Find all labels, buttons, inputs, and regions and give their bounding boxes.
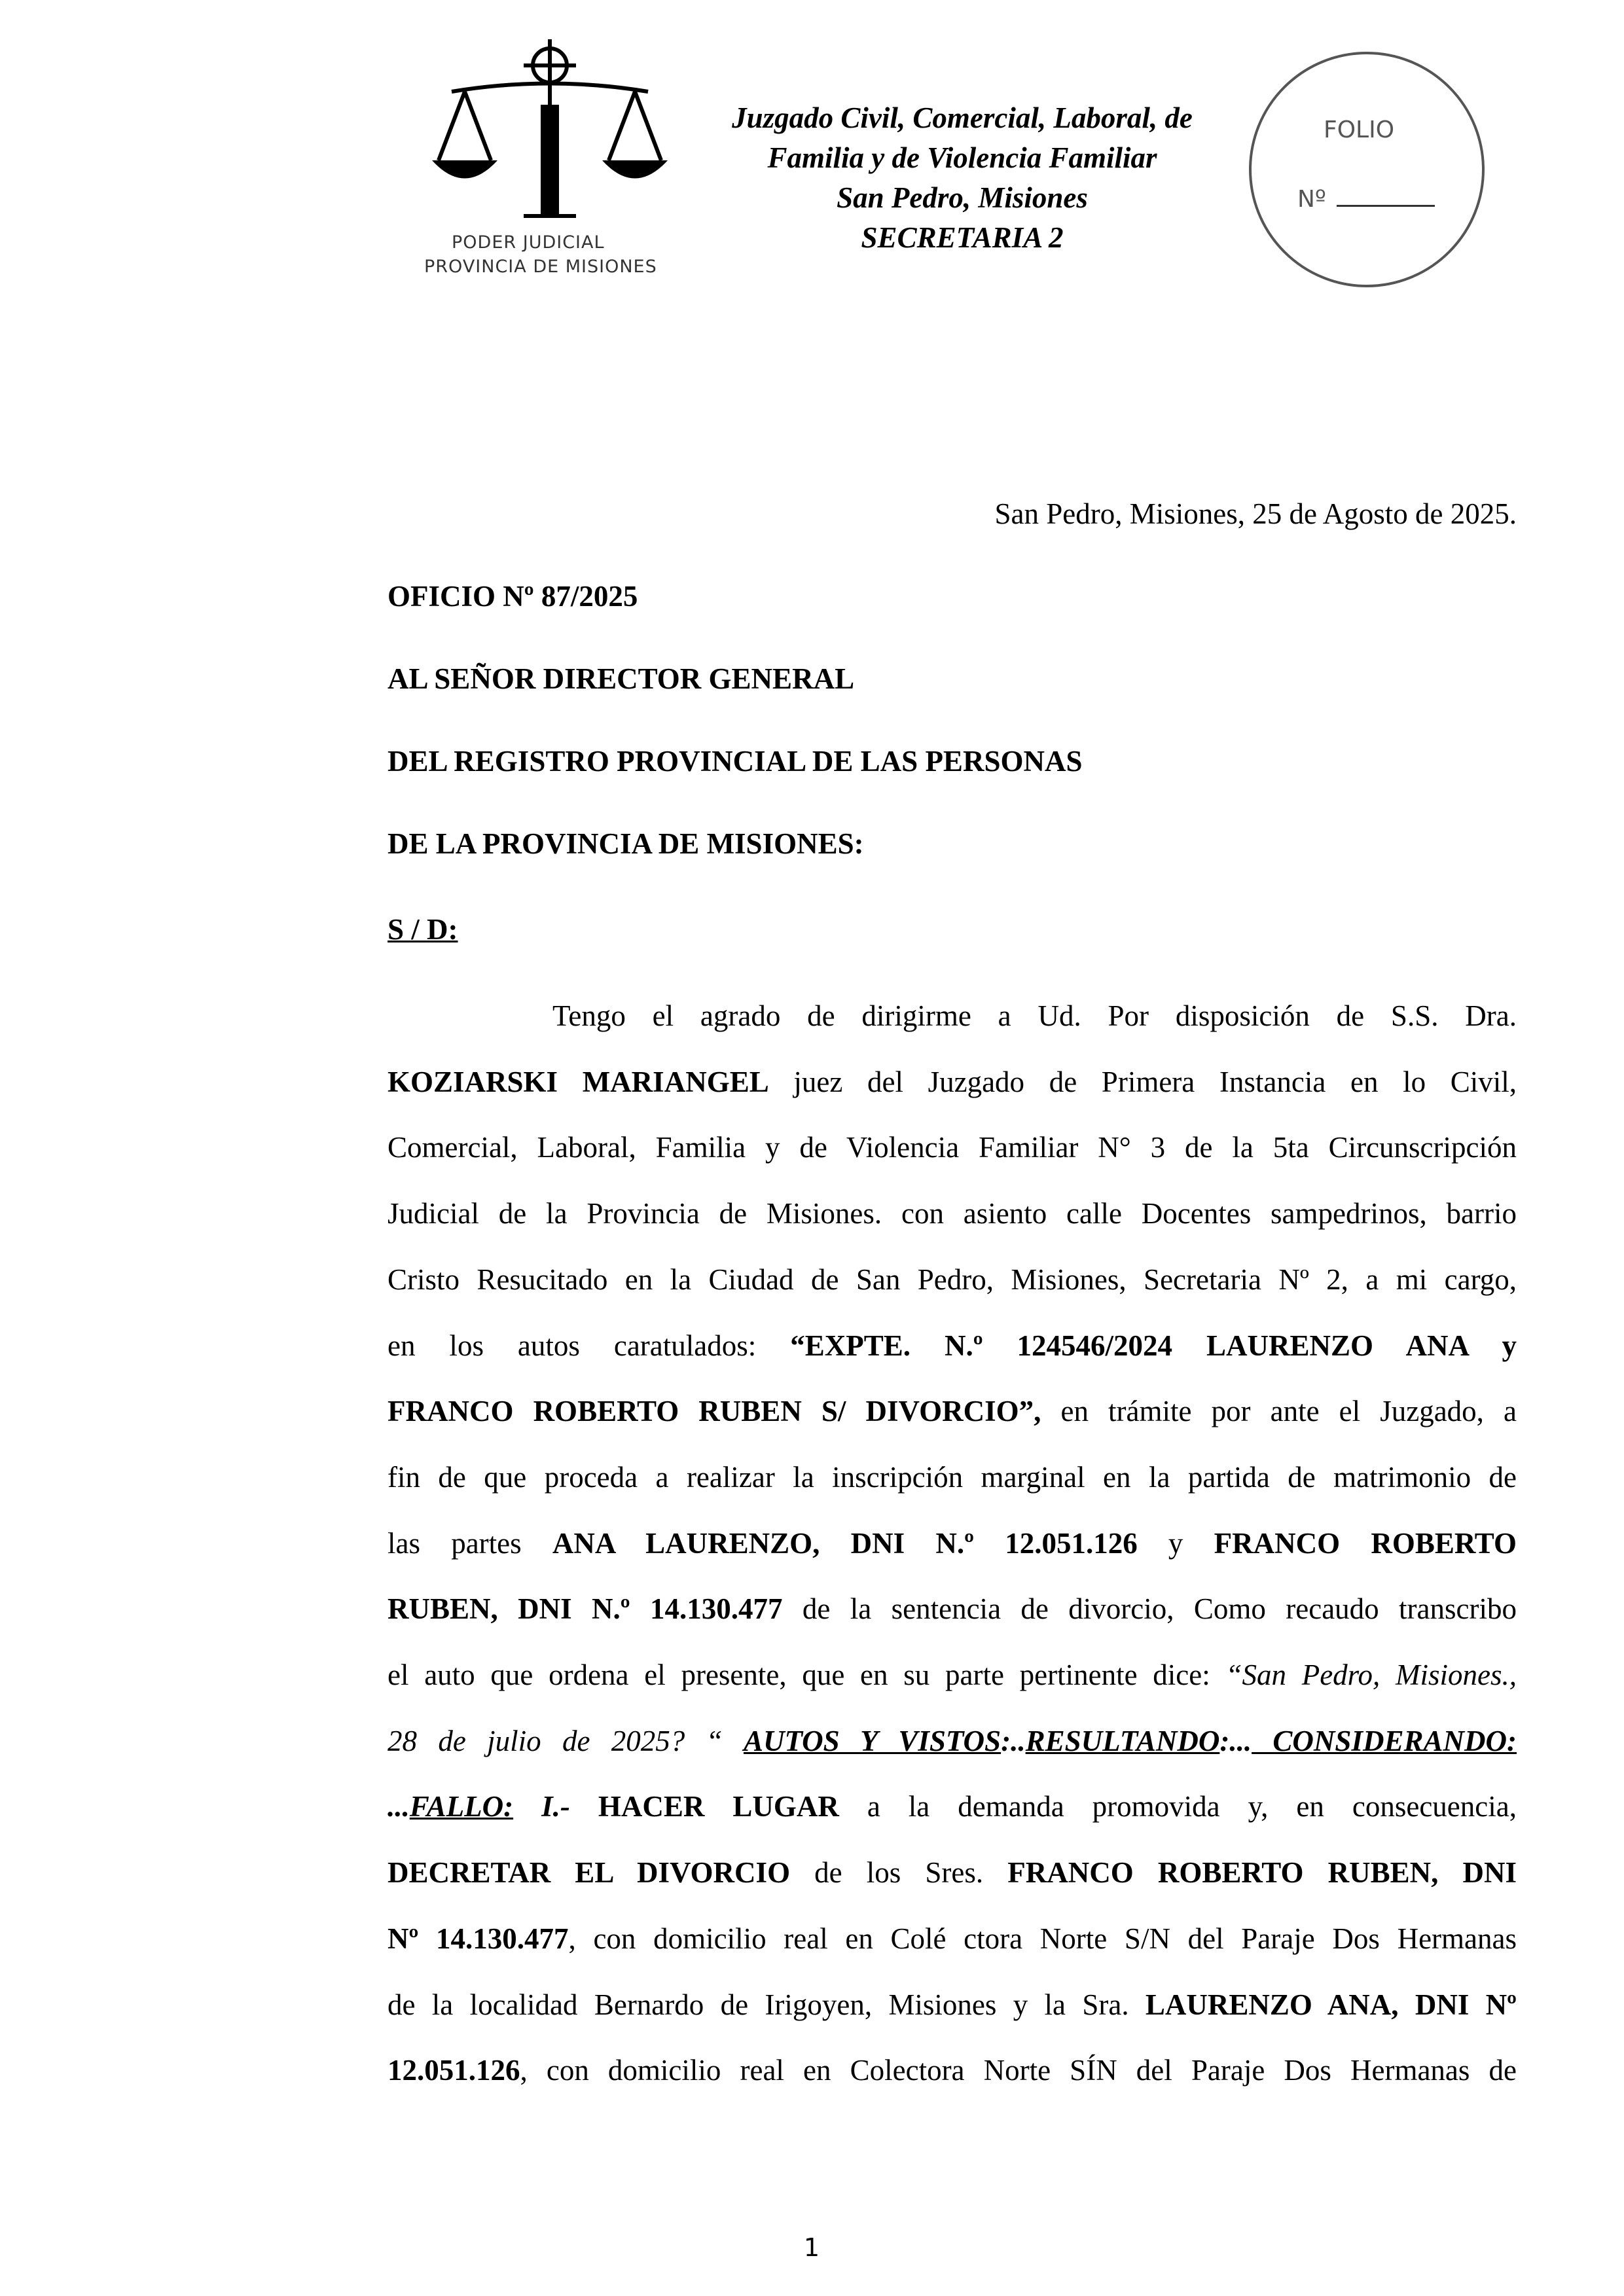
body-line <box>388 1062 1517 1102</box>
logo-text-line: PODER JUDICIAL <box>452 232 605 253</box>
folio-number <box>1297 185 1435 213</box>
text-run: :... <box>1219 1724 1252 1757</box>
addressee-line: S / D: <box>388 913 458 946</box>
text-run: AUTOS Y VISTOS <box>743 1724 1001 1757</box>
text-run: “EXPTE. N.º 124546/2024 LAURENZO ANA y <box>790 1329 1517 1362</box>
text-run: fin de que proceda a realizar la inscripción marginal en la partida de matrimonio de <box>388 1460 1517 1494</box>
addressee-line: OFICIO Nº 87/2025 <box>388 580 638 613</box>
body-line <box>388 1326 1517 1365</box>
court-line: Juzgado Civil, Comercial, Laboral, de <box>732 101 1193 134</box>
text-run: DECRETAR EL DIVORCIO <box>388 1856 791 1890</box>
text-run: FRANCO ROBERTO RUBEN, DNI <box>1007 1856 1517 1890</box>
body-line <box>388 1919 1517 1958</box>
body-line <box>388 1853 1517 1892</box>
addressee-line: AL SEÑOR DIRECTOR GENERAL <box>388 662 855 695</box>
text-run: a la demanda promovida y, en consecuencia, <box>839 1790 1517 1823</box>
text-run: y <box>1137 1526 1214 1560</box>
folio-label: FOLIO <box>1324 117 1395 143</box>
body-line <box>388 1589 1517 1628</box>
body-line <box>388 1787 1517 1826</box>
body-line <box>388 1194 1517 1233</box>
text-run: 28 de julio de 2025? “ <box>388 1724 744 1757</box>
body-line <box>388 1391 1517 1431</box>
text-run: :.. <box>1001 1724 1026 1757</box>
court-line: San Pedro, Misiones <box>837 181 1088 214</box>
text-run: de la sentencia de divorcio, Como recaudo transcribo <box>782 1592 1517 1626</box>
folio-number-blank <box>1337 185 1435 207</box>
body-line <box>388 1721 1517 1761</box>
text-run: FRANCO ROBERTO RUBEN S/ DIVORCIO”, <box>388 1395 1041 1428</box>
text-run: el auto que ordena el presente, que en su parte pertinente dice: <box>388 1659 1226 1691</box>
poder-judicial-logo <box>425 39 674 295</box>
text-run: las partes <box>388 1526 552 1560</box>
date-line: San Pedro, Misiones, 25 de Agosto de 2025. <box>994 497 1517 530</box>
text-run: FALLO: <box>409 1790 514 1823</box>
text-run: 12.051.126 <box>388 2054 520 2087</box>
body-line <box>388 1524 1517 1563</box>
body-line <box>388 1128 1517 1167</box>
body-line <box>388 1655 1517 1695</box>
text-run: I.- <box>513 1790 570 1823</box>
text-run: Cristo Resucitado en la Ciudad de San Pedro, Misiones, Secretaria Nº 2, a mi cargo, <box>388 1263 1517 1296</box>
text-run: en trámite por ante el Juzgado, a <box>1041 1395 1517 1428</box>
text-run: Judicial de la Provincia de Misiones. con asiento calle Docentes sampedrinos, barrio <box>388 1197 1517 1230</box>
text-run: juez del Juzgado de Primera Instancia en lo Civil, <box>768 1065 1517 1098</box>
court-line: Familia y de Violencia Familiar <box>767 141 1157 174</box>
text-run: KOZIARSKI MARIANGEL <box>388 1065 769 1098</box>
text-run: en los autos caratulados: <box>388 1329 791 1362</box>
addressee-line: DE LA PROVINCIA DE MISIONES: <box>388 827 864 860</box>
text-run: Comercial, Laboral, Familia y de Violencia Familiar N° 3 de la 5ta Circunscripción <box>388 1131 1517 1164</box>
folio-number-label: Nº <box>1297 186 1326 213</box>
body-line <box>388 1260 1517 1299</box>
body-line <box>552 996 1517 1035</box>
addressee-line: DEL REGISTRO PROVINCIAL DE LAS PERSONAS <box>388 745 1083 778</box>
text-run: ... <box>388 1790 410 1823</box>
text-run: ANA LAURENZO, DNI N.º 12.051.126 <box>552 1526 1138 1560</box>
text-run: , con domicilio real en Colectora Norte SÍN del Paraje Dos Hermanas de <box>520 2054 1517 2087</box>
page-number: 1 <box>803 2233 820 2262</box>
text-run: Tengo el agrado de dirigirme a Ud. Por disposición de S.S. Dra. <box>552 999 1517 1032</box>
text-run: LAURENZO ANA, DNI Nº <box>1145 1988 1517 2021</box>
text-run: CONSIDERANDO: <box>1252 1724 1517 1757</box>
court-header <box>674 98 1250 258</box>
text-run: RUBEN, DNI N.º 14.130.477 <box>388 1592 783 1626</box>
text-run: FRANCO ROBERTO <box>1214 1526 1517 1560</box>
text-run: RESULTANDO <box>1025 1724 1220 1757</box>
folio-stamp <box>1249 52 1485 287</box>
text-run: de los Sres. <box>790 1856 1008 1890</box>
text-run: “San Pedro, Misiones., <box>1225 1659 1517 1691</box>
text-run: HACER LUGAR <box>569 1790 839 1823</box>
court-line: SECRETARIA 2 <box>861 221 1064 254</box>
body-line <box>388 2051 1517 2090</box>
logo-text-line: PROVINCIA DE MISIONES <box>424 257 657 277</box>
scales-of-justice-icon <box>425 39 674 236</box>
body-line <box>388 1458 1517 1497</box>
text-run: , con domicilio real en Colé ctora Norte S/N del Paraje Dos Hermanas <box>568 1922 1517 1955</box>
text-run: Nº 14.130.477 <box>388 1922 569 1955</box>
text-run: de la localidad Bernardo de Irigoyen, Misiones y la Sra. <box>388 1988 1146 2021</box>
body-line <box>388 1985 1517 2024</box>
